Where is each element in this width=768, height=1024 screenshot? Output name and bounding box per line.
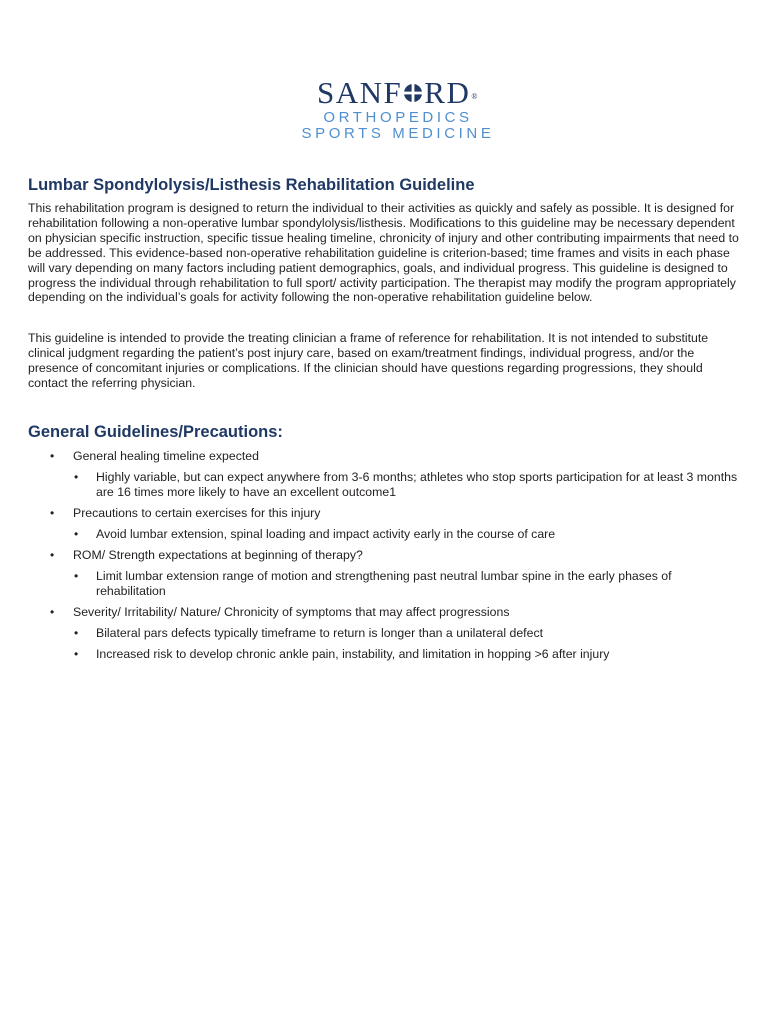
list-item: [28, 506, 740, 542]
logo-line-sports-medicine: SPORTS MEDICINE: [301, 125, 495, 142]
logo-cross-mark-icon: [403, 77, 423, 99]
sub-list: [73, 626, 740, 662]
logo-wordmark: [317, 76, 479, 110]
sub-list-item-text: Avoid lumbar extension, spinal loading and impact activity early in the course of care: [96, 526, 556, 541]
sub-list-item-text: Limit lumbar extension range of motion and strengthening past neutral lumbar spine in the early phases of rehabilitation: [96, 568, 672, 598]
guidelines-list: [28, 449, 740, 662]
document-body: [28, 174, 740, 668]
logo-text-start: SANF: [317, 75, 403, 110]
bullet: •: [50, 547, 55, 562]
sub-list-item: [73, 527, 740, 542]
sanford-logo: [0, 76, 768, 142]
sub-list: [73, 569, 740, 599]
sub-list-item-text: Highly variable, but can expect anywhere from 3-6 months; athletes who stop sports participation for at least 3 months are 16 times more likely to have an excellent outcome1: [96, 469, 738, 499]
intro-paragraph: This rehabilitation program is designed to return the individual to their activities as quickly and safely as possible. It is designed for rehabilitation following a non-operative lumbar spondylolysis/listhesis. Modifications to this guideline may be necessary dependent on physician specific instruction, specific tissue healing timeline, chronicity of injury and other contributing impairments that need to be addressed. This evidence-based non-operative rehabilitation guideline is criterion-based; time frames and visits in each phase will vary depending on many factors including patient demographics, goals, and individual progress. This guideline is designed to progress the individual through rehabilitation to full sport/ activity participation. The therapist may modify the program appropriately depending on the individual’s goals for activity following the non-operative rehabilitation guideline below.: [28, 201, 739, 305]
sub-list-item: [73, 626, 740, 641]
bullet: •: [74, 526, 79, 541]
list-item: [28, 548, 740, 599]
sub-list-item-text: Bilateral pars defects typically timeframe to return is longer than a unilateral defect: [96, 625, 544, 640]
bullet: •: [74, 625, 79, 640]
list-item-text: Precautions to certain exercises for this injury: [73, 505, 321, 520]
list-item-text: Severity/ Irritability/ Nature/ Chronicity of symptoms that may affect progressions: [73, 604, 510, 619]
logo-text-end: RD: [424, 75, 471, 110]
sub-list-item: [73, 569, 740, 599]
sub-list: [73, 470, 740, 500]
bullet: •: [74, 568, 79, 583]
disclaimer-paragraph: This guideline is intended to provide the treating clinician a frame of reference for rehabilitation. It is not intended to substitute clinical judgment regarding the patient’s post injury care, based on exam/treatment findings, individual progress, and/or the presence of concomitant injuries or complications. If the clinician should have questions regarding progressions, they should contact the referring physician.: [28, 331, 709, 391]
sub-list: [73, 527, 740, 542]
registered-mark: ®: [471, 92, 479, 101]
list-item-text: ROM/ Strength expectations at beginning of therapy?: [73, 547, 363, 562]
bullet: •: [50, 448, 55, 463]
logo-line-orthopedics: ORTHOPEDICS: [323, 109, 473, 126]
bullet: •: [74, 469, 79, 484]
bullet: •: [50, 604, 55, 619]
sub-list-item-text: Increased risk to develop chronic ankle pain, instability, and limitation in hopping >6 after injury: [96, 646, 610, 661]
list-item: [28, 449, 740, 500]
sub-list-item: [73, 647, 740, 662]
section-heading: General Guidelines/Precautions:: [28, 422, 283, 441]
bullet: •: [50, 505, 55, 520]
list-item: [28, 605, 740, 662]
list-item-text: General healing timeline expected: [73, 448, 259, 463]
sub-list-item: [73, 470, 740, 500]
document-title: Lumbar Spondylolysis/Listhesis Rehabilitation Guideline: [28, 176, 475, 194]
bullet: •: [74, 646, 79, 661]
